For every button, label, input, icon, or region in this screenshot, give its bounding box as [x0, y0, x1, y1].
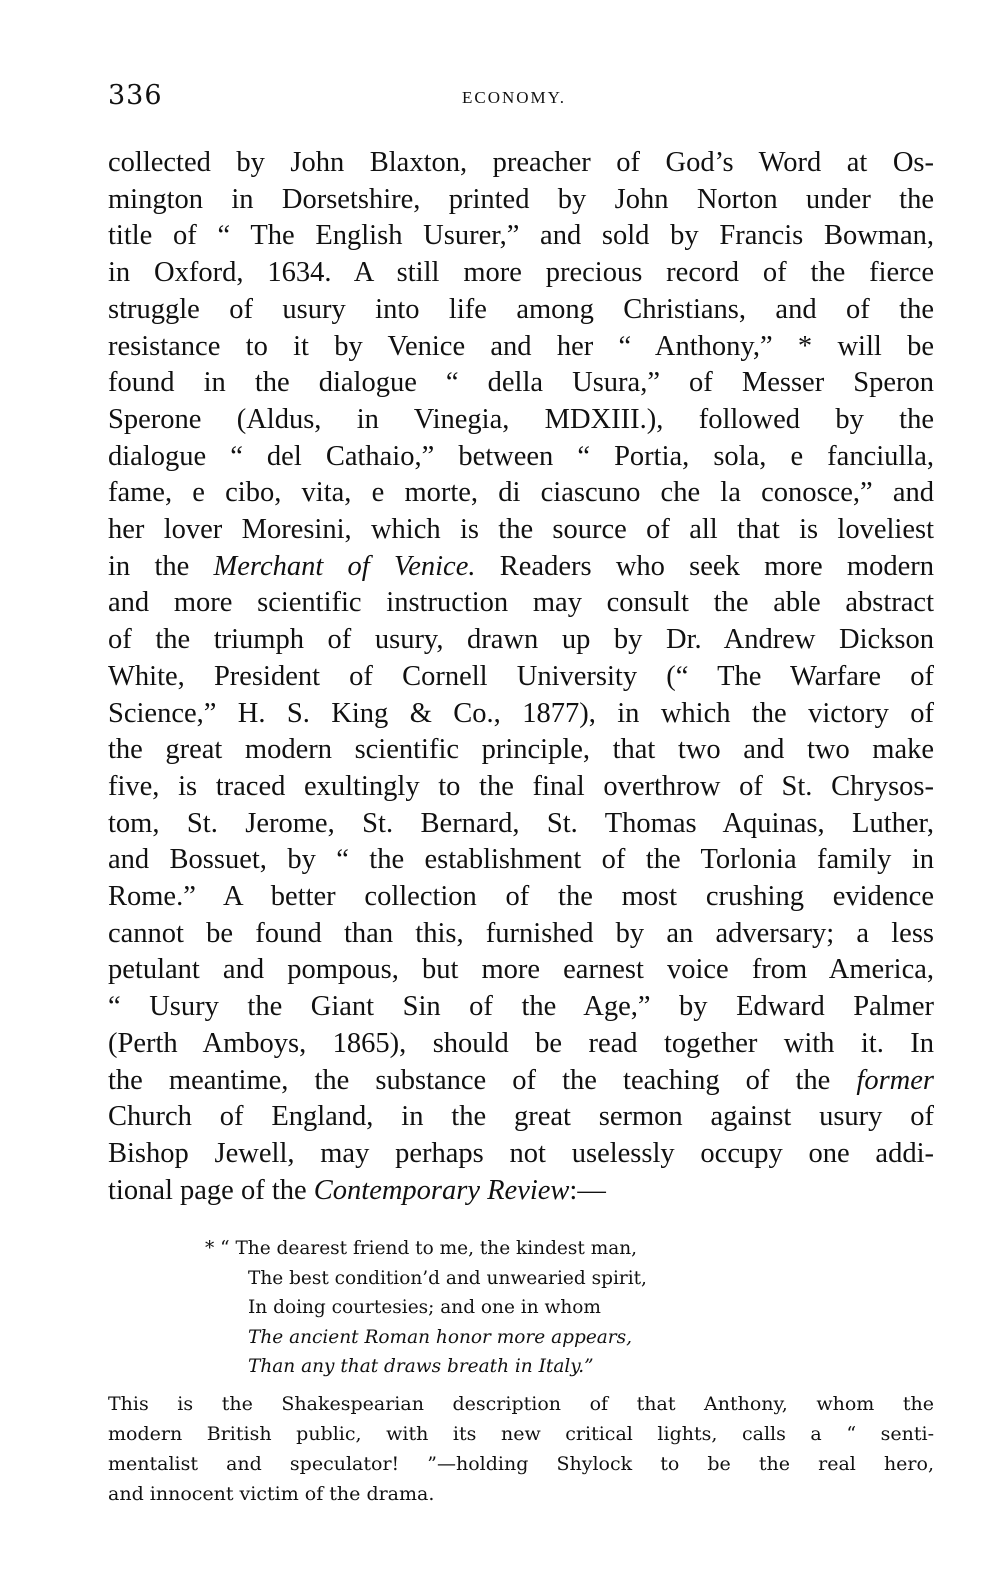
body-line: found in the dialogue “ della Usura,” of Messer Speron [108, 367, 934, 399]
footnote-line: modern British public, with its new critical lights, calls a “ senti- [108, 1423, 934, 1445]
footnote-line: and innocent victim of the drama. [108, 1483, 435, 1505]
body-line: struggle of usury into life among Christians, and of the [108, 293, 934, 325]
body-text-run: tional page of the [108, 1174, 314, 1206]
body-line-italic-title [108, 1173, 934, 1210]
body-line-italic-word [108, 1063, 934, 1100]
verse-line: In doing courtesies; and one in whom [248, 1297, 601, 1318]
footnote-line: This is the Shakespearian description of that Anthony, whom the [108, 1393, 934, 1415]
body-line: resistance to it by Venice and her “ Anthony,” * will be [108, 330, 934, 362]
running-head [108, 80, 934, 120]
italic-title-merchant-of-venice: Merchant of Venice. [213, 550, 476, 582]
footnote-verse [205, 1234, 805, 1382]
verse-line: The best condition’d and unwearied spirit, [248, 1267, 647, 1289]
body-text-run: in the [108, 550, 214, 582]
body-line: dialogue “ del Cathaio,” between “ Portia, sola, e fanciulla, [108, 440, 934, 472]
verse-line-italic: Than any that draws breath in Italy.” [248, 1356, 594, 1377]
body-line-italic-title [108, 549, 934, 586]
body-line: collected by John Blaxton, preacher of God’s Word at Os- [108, 147, 934, 178]
verse-line-italic: The ancient Roman honor more appears, [248, 1326, 633, 1348]
body-line: (Perth Amboys, 1865), should be read together with it. In [108, 1027, 934, 1059]
body-line: cannot be found than this, furnished by an adversary; a less [108, 917, 934, 949]
body-line: Church of England, in the great sermon against usury of [108, 1101, 934, 1133]
body-line: Rome.” A better collection of the most crushing evidence [108, 881, 934, 913]
body-text-run: :— [569, 1174, 606, 1206]
italic-word-former: former [856, 1064, 934, 1096]
body-line: White, President of Cornell University (“ The Warfare of [108, 660, 934, 692]
body-line: and Bossuet, by “ the establishment of the Torlonia family in [108, 844, 934, 876]
page-number: 336 [108, 80, 163, 111]
body-line: the great modern scientific principle, that two and two make [108, 734, 934, 766]
body-line: and more scientific instruction may consult the able abstract [108, 587, 934, 619]
running-title: ECONOMY. [462, 88, 567, 107]
body-line: her lover Moresini, which is the source of all that is loveliest [108, 514, 934, 546]
body-line: in Oxford, 1634. A still more precious record of the fierce [108, 257, 934, 289]
body-line: Sperone (Aldus, in Vinegia, MDXIII.), followed by the [108, 403, 934, 435]
footnote-line: mentalist and speculator! ”—holding Shylock to be the real hero, [108, 1453, 934, 1475]
body-text-run: Readers who seek more modern [475, 550, 934, 582]
body-line: five, is traced exultingly to the final overthrow of St. Chrysos- [108, 770, 934, 802]
body-text-run: the meantime, the substance of the teaching of the [108, 1064, 857, 1096]
body-line: fame, e cibo, vita, e morte, di ciascuno che la conosce,” and [108, 477, 934, 509]
body-line: Bishop Jewell, may perhaps not uselessly occupy one addi- [108, 1137, 934, 1169]
body-line: of the triumph of usury, drawn up by Dr. Andrew Dickson [108, 624, 934, 656]
body-line: tom, St. Jerome, St. Bernard, St. Thomas Aquinas, Luther, [108, 807, 934, 839]
italic-title-contemporary-review: Contemporary Review [313, 1174, 570, 1206]
body-paragraph [108, 145, 934, 1209]
body-line: petulant and pompous, but more earnest voice from America, [108, 954, 934, 986]
body-line: Science,” H. S. King & Co., 1877), in which the victory of [108, 697, 934, 729]
body-line: title of “ The English Usurer,” and sold by Francis Bowman, [108, 220, 934, 252]
footnote-prose [108, 1389, 934, 1509]
body-line: mington in Dorsetshire, printed by John Norton under the [108, 183, 934, 215]
body-line: “ Usury the Giant Sin of the Age,” by Edward Palmer [108, 991, 934, 1023]
verse-line: * “ The dearest friend to me, the kindest man, [205, 1238, 638, 1259]
